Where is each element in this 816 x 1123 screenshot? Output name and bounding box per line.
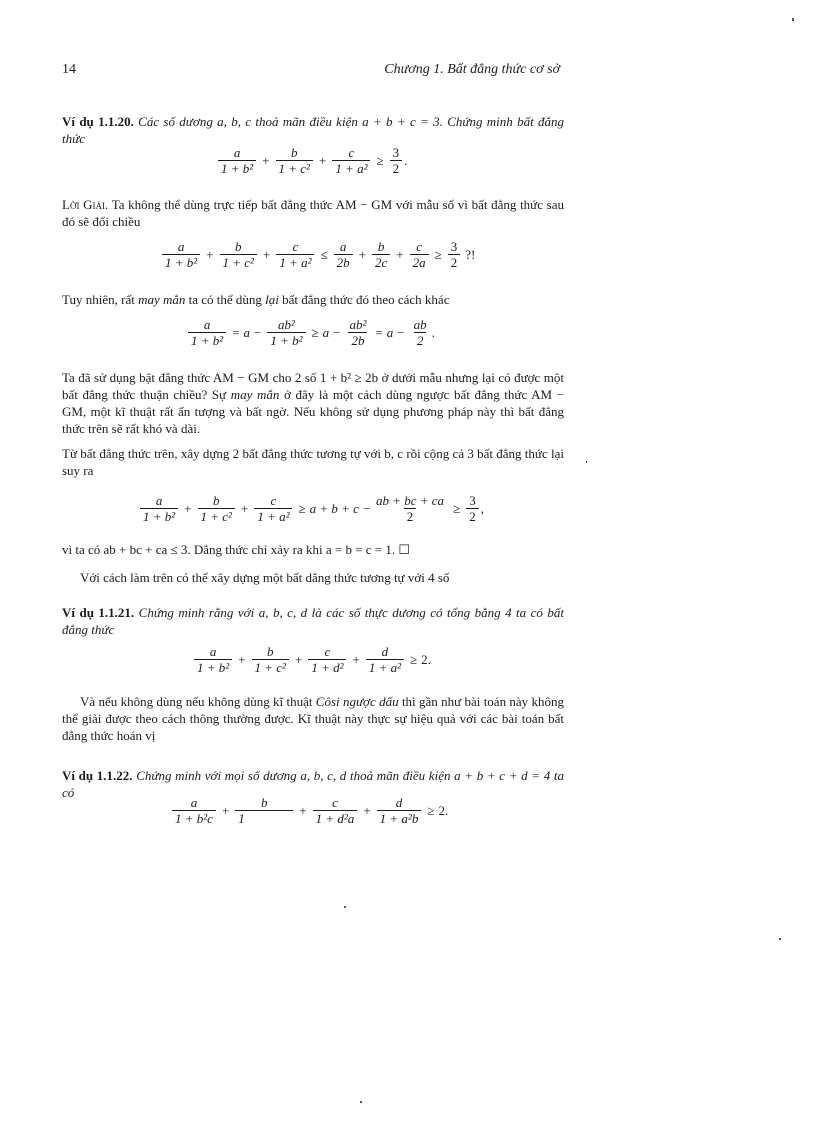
example-statement: Các số dương a, b, c thoả mãn điều kiện a + b + c = 3. Chứng minh bất đẳng thức	[62, 114, 565, 146]
paragraph-luck: Tuy nhiên, rất may mắn ta có thể dùng lại bất đẳng thức đó theo cách khác	[62, 292, 450, 307]
inequality-4: $\frac{a}{\text{1 + b²}}$ + $\frac{b}{\text{1 + c²}}$ + $\frac{c}{\text{1 + a²}}$ ≥ a + b + c − $\frac{ab + bc + ca}{2}$ ≥ $\frac{3}{2}$ ,	[138, 494, 484, 524]
fraction: $\frac{a}{\text{1 + b²}}$	[218, 146, 256, 176]
inequality-3: $\frac{a}{\text{1 + b²}}$ = a − $\frac{\text{ab²}}{\text{1 + b²}}$ ≥ a − $\frac{\text{ab²}}{2b}$ = a − $\frac{ab}{2}$ .	[186, 318, 435, 348]
scan-speck	[792, 18, 794, 21]
example-label: Ví dụ 1.1.20.	[62, 114, 134, 129]
paragraph-build: Từ bất đẳng thức trên, xây dựng 2 bất đẳng thức tương tự với b, c rồi cộng cả 3 bất đẳng thức lại suy ra	[62, 446, 564, 478]
example-1-1-20	[62, 113, 564, 147]
running-head: Chương 1. Bất đẳng thức cơ sở	[384, 62, 560, 77]
paragraph-cosi: Và nếu không dùng nếu không dùng kĩ thuật Côsi ngược dấu thì gần như bài toán này không thể giải được theo cách thông thường được. Kĩ thuật này thực sự hiệu quả với các bài toán bất đẳng thức hoán vị	[62, 694, 565, 743]
example-label: Ví dụ 1.1.22.	[62, 768, 133, 783]
example-label: Ví dụ 1.1.21.	[62, 605, 135, 620]
inequality-6: $\frac{a}{\text{1 + b²c}}$ + $\frac{b}{1}$ + $\frac{c}{\text{1 + d²a}}$ + $\frac{d}{\text{1 + a²b}}$ ≥ 2 .	[170, 796, 448, 826]
example-1-1-21	[62, 604, 564, 638]
solution-text: Ta không thể dùng trực tiếp bất đẳng thức AM − GM với mẫu số vì bất đẳng thức sau đó sẽ đổi chiều	[62, 197, 564, 229]
scan-speck	[779, 938, 781, 940]
fraction: $\frac{c}{\text{1 + a²}}$	[332, 146, 370, 176]
scan-speck	[344, 906, 346, 908]
example-statement: Chứng minh rằng với a, b, c, d là các số thực dương có tổng bằng 4 ta có bất đẳng thức	[62, 605, 564, 637]
scan-speck	[586, 461, 587, 463]
inequality-2: $\frac{a}{\text{1 + b²}}$ + $\frac{b}{\text{1 + c²}}$ + $\frac{c}{\text{1 + a²}}$ ≤ $\frac{a}{2b}$ + $\frac{b}{2c}$ + $\frac{c}{2a}$ ≥ $\frac{3}{2}$ ?!	[160, 240, 475, 270]
inequality-1: $\frac{a}{\text{1 + b²}}$ + $\frac{b}{\text{1 + c²}}$ + $\frac{c}{\text{1 + a²}}$ ≥ $\frac{3}{2}$ .	[216, 146, 407, 176]
paragraph-am-gm: Ta đã sử dụng bật đẳng thức AM − GM cho 2 số 1 + b² ≥ 2b ở dưới mẫu nhưng lại có được một bất đẳng thức thuận chiều? Sự may mắn ở đây là một cách dùng ngược bất đẳng thức AM − GM, một kĩ thuật rất ấn tượng và bất ngờ. Nếu không sử dụng phương pháp này thì bất đẳng thức trên sẽ rất khó và dài.	[62, 370, 564, 436]
fraction: $\frac{b}{\text{1 + c²}}$	[276, 146, 313, 176]
inequality-5: $\frac{a}{\text{1 + b²}}$ + $\frac{b}{\text{1 + c²}}$ + $\frac{c}{\text{1 + d²}}$ + $\frac{d}{\text{1 + a²}}$ ≥ 2 .	[192, 645, 431, 675]
page-number: 14	[62, 62, 76, 77]
solution-label: Lời Giải.	[62, 197, 109, 212]
paragraph-four-numbers: Với cách làm trên có thể xây dựng một bất dẳng thức tương tự với 4 số	[80, 570, 450, 585]
scan-speck	[360, 1101, 362, 1103]
fraction: $\frac{3}{2}$	[390, 146, 403, 176]
example-statement: Chứng minh với mọi số dương a, b, c, d thoả mãn điều kiện a + b + c + d = 4 ta có	[62, 768, 565, 800]
solution-paragraph	[62, 196, 564, 230]
paragraph-equality: vì ta có ab + bc + ca ≤ 3. Dẳng thức chỉ xảy ra khi a = b = c = 1. ☐	[62, 542, 411, 557]
